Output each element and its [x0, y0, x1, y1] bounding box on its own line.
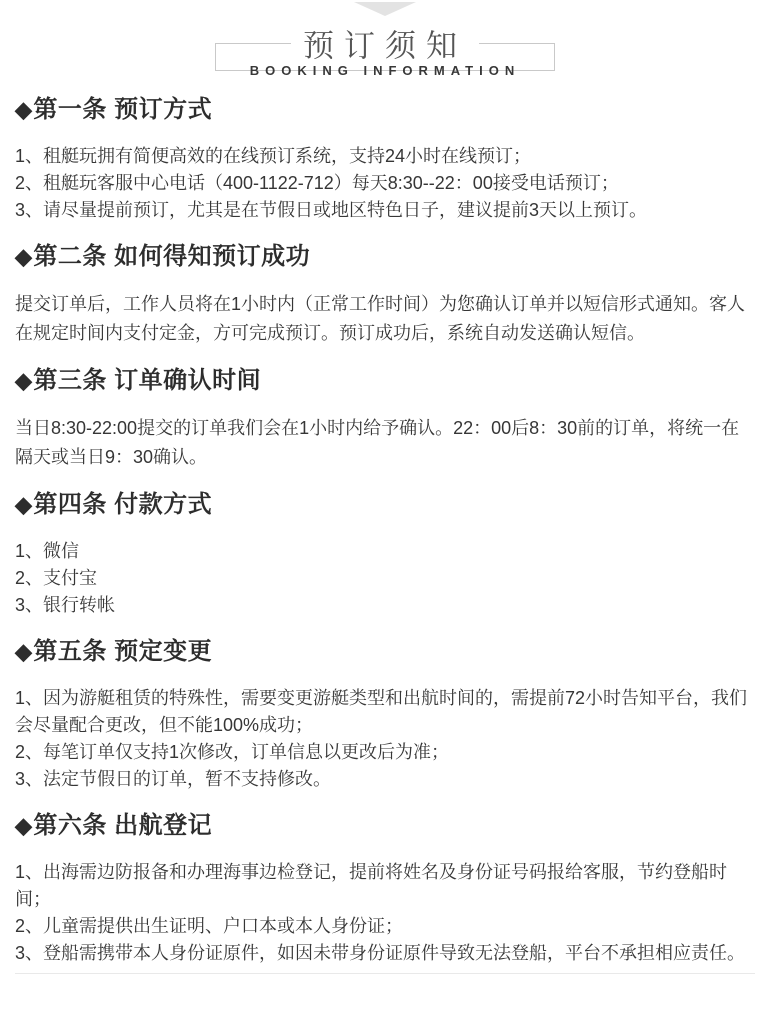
diamond-icon: ◆ [15, 492, 33, 517]
section-heading [15, 492, 755, 518]
list-item: 3、请尽量提前预订，尤其是在节假日或地区特色日子，建议提前3天以上预订。 [15, 200, 648, 220]
section-heading [15, 813, 755, 839]
page-title-box [215, 28, 555, 78]
section-payment-methods [15, 492, 755, 619]
section-heading-text: 第五条 预定变更 [33, 638, 213, 665]
section-list [15, 859, 755, 967]
section-heading-text: 第二条 如何得知预订成功 [33, 243, 311, 270]
section-booking-confirmation [15, 244, 755, 348]
diamond-icon: ◆ [15, 813, 33, 838]
list-item: 2、支付宝 [15, 568, 98, 588]
section-booking-method [15, 97, 755, 224]
section-heading-text: 第四条 付款方式 [33, 491, 213, 518]
section-heading-text: 第一条 预订方式 [33, 96, 213, 123]
bottom-divider [15, 973, 755, 974]
list-item: 1、租艇玩拥有简便高效的在线预订系统，支持24小时在线预订； [15, 146, 532, 166]
section-heading [15, 368, 755, 394]
list-item: 2、租艇玩客服中心电话（400-1122-712）每天8:30--22：00接受电话预订； [15, 173, 619, 193]
section-heading [15, 244, 755, 270]
page-title: 预订须知 [291, 21, 479, 66]
section-heading-text: 第六条 出航登记 [33, 812, 213, 839]
list-item: 2、每笔订单仅支持1次修改，订单信息以更改后为准； [15, 742, 450, 762]
diamond-icon: ◆ [15, 639, 33, 664]
section-list [15, 685, 755, 793]
list-item: 3、银行转帐 [15, 595, 116, 615]
section-heading [15, 97, 755, 123]
section-list [15, 538, 755, 619]
list-item: 2、儿童需提供出生证明、户口本或本人身份证； [15, 916, 404, 936]
section-heading-text: 第三条 订单确认时间 [33, 367, 262, 394]
page-subtitle: BOOKING INFORMATION [249, 62, 521, 78]
arrow-down-icon [354, 2, 416, 16]
section-list [15, 143, 755, 224]
section-paragraph: 提交订单后，工作人员将在1小时内（正常工作时间）为您确认订单并以短信形式通知。客人在规定时间内支付定金，方可完成预订。预订成功后，系统自动发送确认短信。 [15, 294, 746, 343]
booking-information-page [0, 2, 770, 978]
list-item: 3、法定节假日的订单，暂不支持修改。 [15, 769, 332, 789]
section-order-confirm-time [15, 368, 755, 472]
section-paragraph: 当日8:30-22:00提交的订单我们会在1小时内给予确认。22：00后8：30前的订单，将统一在隔天或当日9：30确认。 [15, 418, 740, 467]
diamond-icon: ◆ [15, 244, 33, 269]
section-booking-changes [15, 639, 755, 793]
list-item: 1、出海需边防报备和办理海事边检登记，提前将姓名及身份证号码报给客服，节约登船时间； [15, 862, 728, 909]
diamond-icon: ◆ [15, 97, 33, 122]
section-departure-registration [15, 813, 755, 967]
list-item: 1、微信 [15, 541, 80, 561]
list-item: 3、登船需携带本人身份证原件，如因未带身份证原件导致无法登船，平台不承担相应责任。 [15, 943, 746, 963]
section-heading [15, 639, 755, 665]
diamond-icon: ◆ [15, 368, 33, 393]
list-item: 1、因为游艇租赁的特殊性，需要变更游艇类型和出航时间的，需提前72小时告知平台，我们会尽量配合更改，但不能100%成功； [15, 688, 748, 735]
